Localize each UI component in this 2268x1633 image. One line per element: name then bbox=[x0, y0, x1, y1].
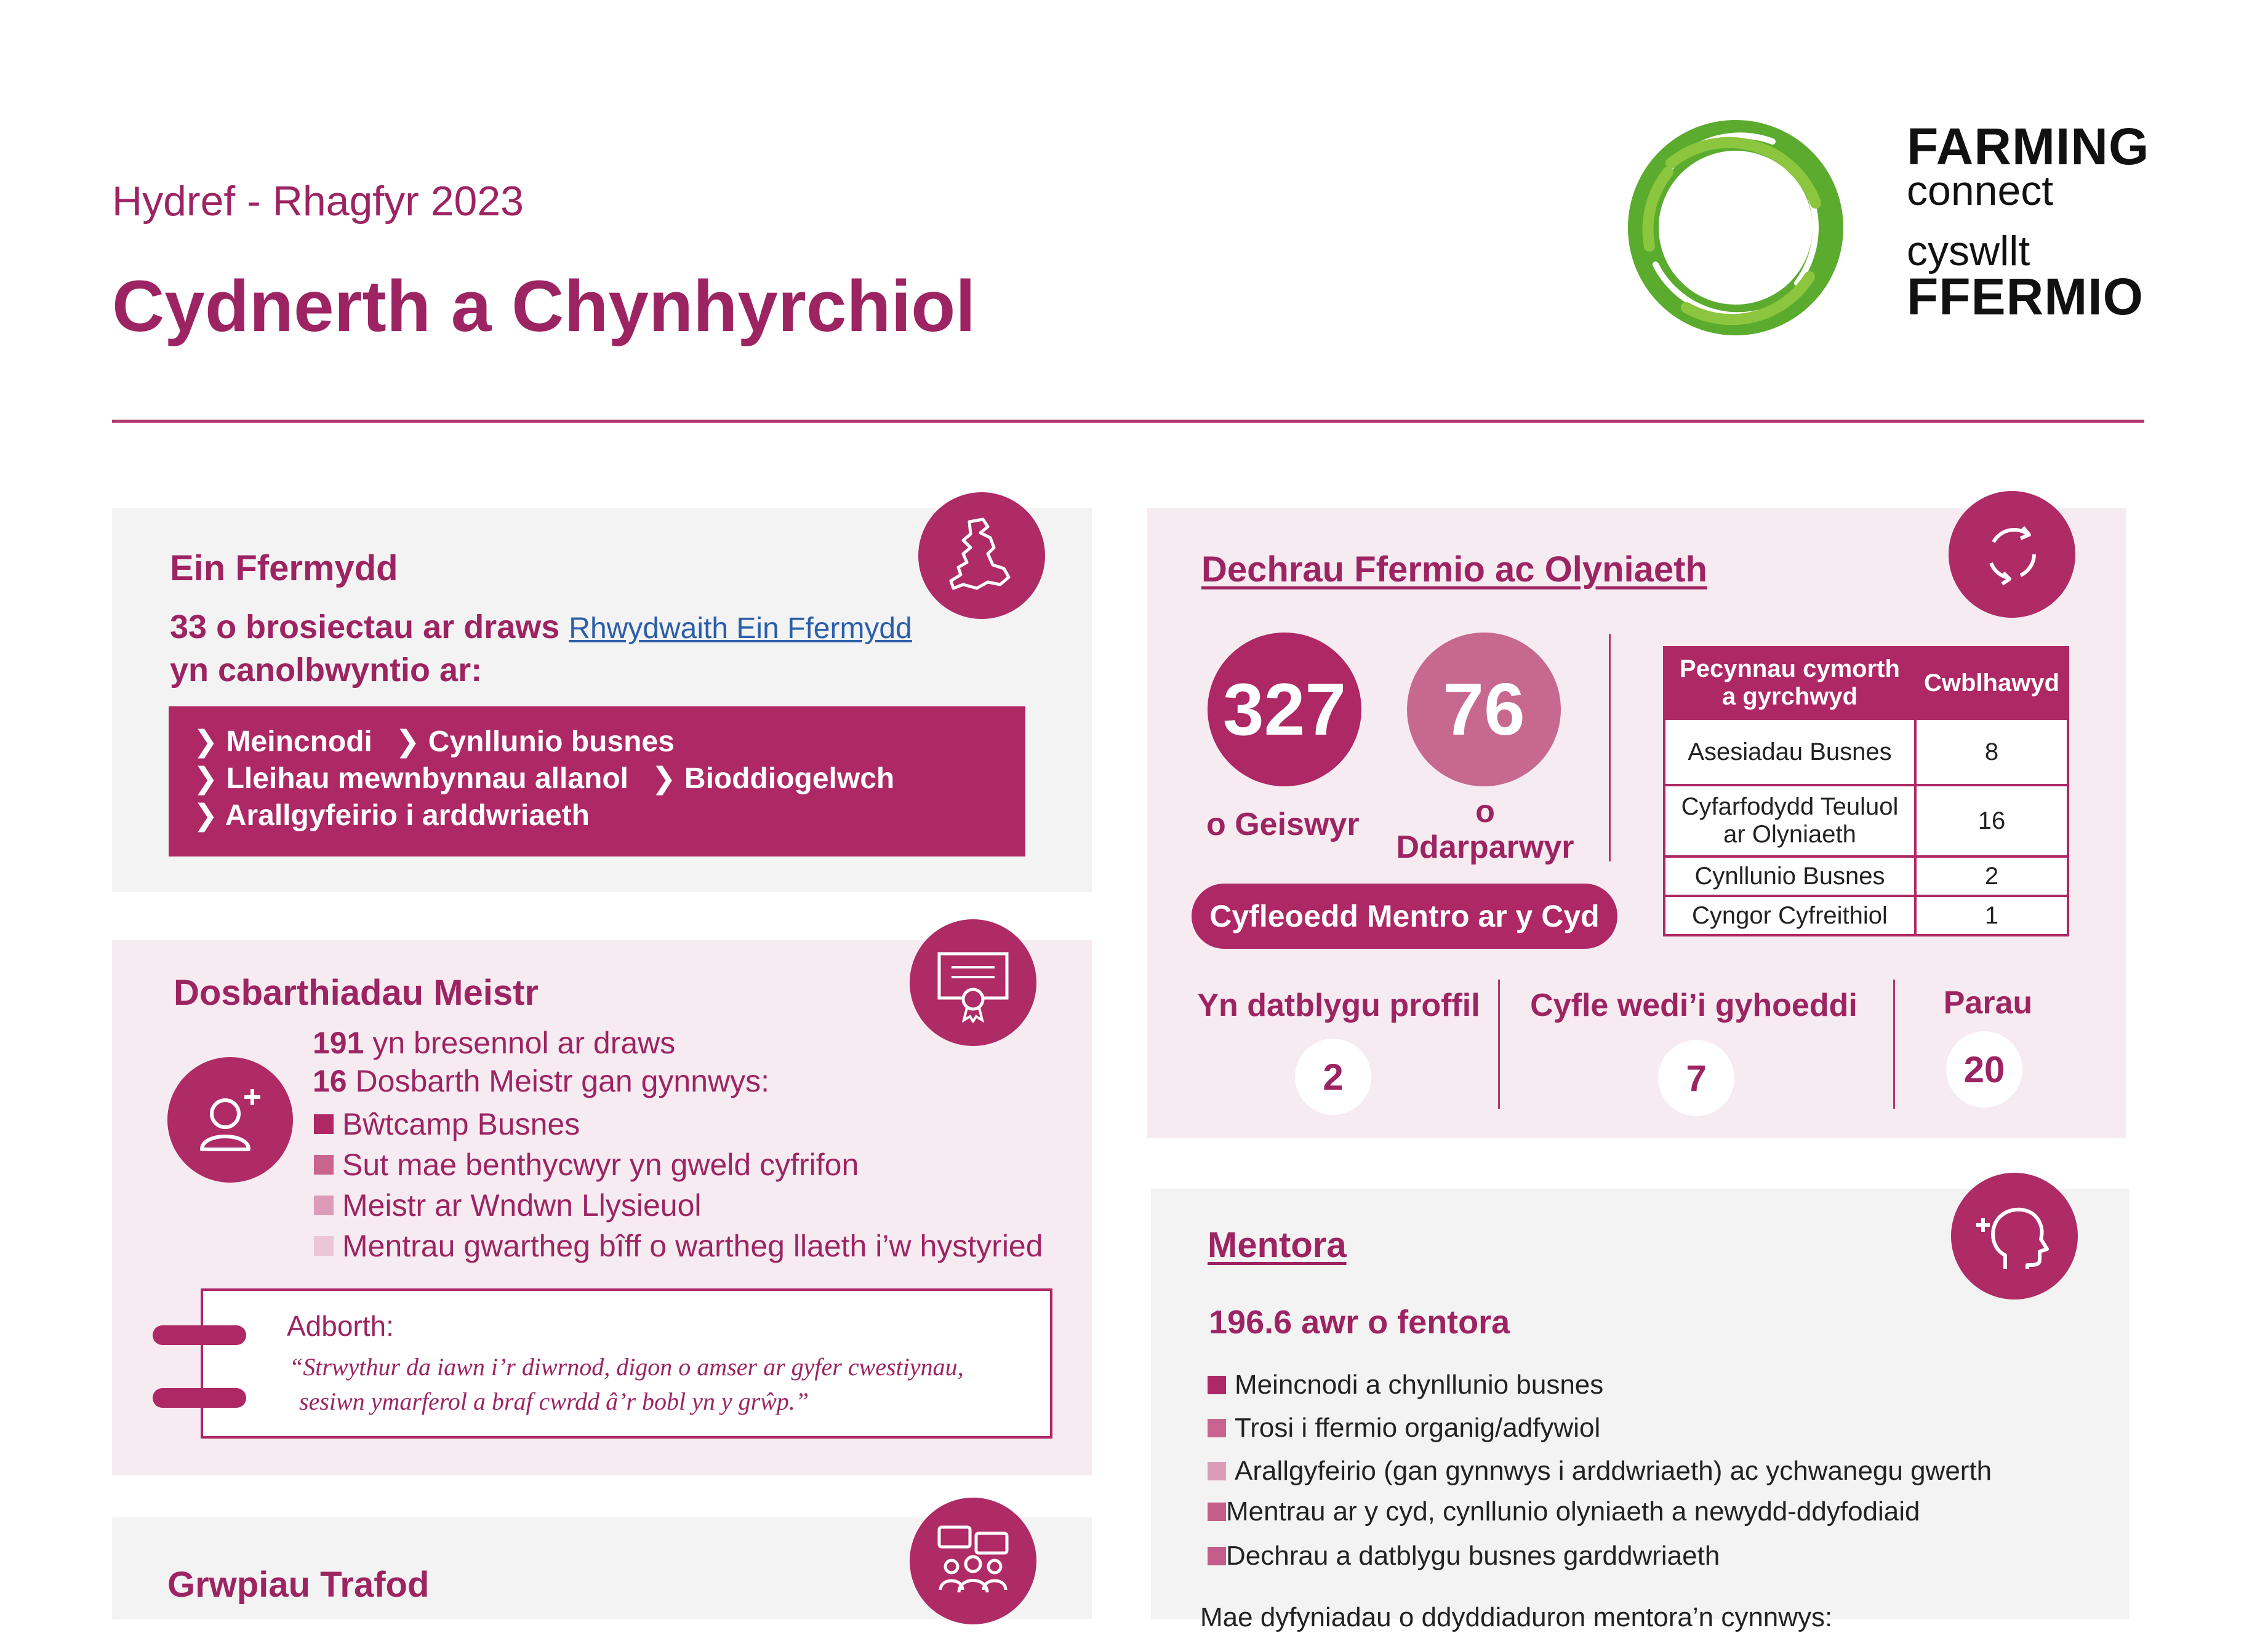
quote-bar-icon bbox=[153, 1388, 246, 1408]
topics-row-3 bbox=[193, 797, 1025, 834]
table-cell: 8 bbox=[1915, 719, 2068, 785]
bullet-square-icon bbox=[1208, 1419, 1226, 1437]
masterclass-item-label: Sut mae benthycwyr yn gweld cyfrifon bbox=[342, 1148, 859, 1182]
stat-value-developing-profile: 2 bbox=[1295, 1039, 1371, 1115]
chevron-right-icon: ❯ bbox=[193, 725, 226, 758]
logo-wordmark bbox=[1907, 118, 2150, 325]
table-cell: 2 bbox=[1915, 856, 2068, 896]
masterclass-item-label: Mentrau gwartheg bîff o wartheg llaeth i’w hystyried bbox=[342, 1229, 1043, 1263]
feedback-label: Adborth: bbox=[287, 1310, 394, 1342]
chevron-right-icon: ❯ bbox=[193, 799, 225, 832]
providers-count-badge: 76 bbox=[1407, 633, 1561, 786]
bullet-square-icon bbox=[1208, 1503, 1226, 1521]
topic-item: Meincnodi bbox=[226, 725, 372, 758]
table-row bbox=[1664, 896, 2068, 935]
divider bbox=[1498, 980, 1500, 1109]
masterclass-item bbox=[314, 1228, 1043, 1264]
applicants-label: o Geiswyr bbox=[1206, 807, 1360, 842]
stat-value-opportunity-published: 7 bbox=[1658, 1040, 1734, 1116]
attendance-text: yn bresennol ar draws bbox=[372, 1026, 676, 1060]
bullet-square-icon bbox=[314, 1236, 334, 1256]
support-packages-table bbox=[1663, 646, 2069, 936]
attendance-line bbox=[313, 1025, 675, 1061]
table-header-row bbox=[1664, 647, 2068, 719]
mentoring-item bbox=[1208, 1370, 1603, 1400]
mentoring-diary-intro: Mae dyfyniadau o ddyddiaduron mentora’n cynnwys: bbox=[1200, 1602, 1833, 1632]
farming-connect-logo-icon bbox=[1613, 105, 1859, 351]
applicants-count-badge: 327 bbox=[1208, 633, 1361, 786]
mentoring-item bbox=[1208, 1413, 1600, 1443]
certificate-icon bbox=[910, 919, 1036, 1046]
chevron-right-icon: ❯ bbox=[193, 762, 226, 795]
bullet-square-icon bbox=[314, 1155, 334, 1175]
table-cell: 16 bbox=[1915, 785, 2068, 856]
head-mentor-icon bbox=[1951, 1173, 2078, 1300]
table-cell: 1 bbox=[1915, 896, 2068, 935]
table-cell: Asesiadau Busnes bbox=[1664, 719, 1915, 785]
mentoring-item bbox=[1208, 1496, 1920, 1527]
report-period: Hydref - Rhagfyr 2023 bbox=[112, 178, 524, 225]
logo-line-1: FARMING bbox=[1907, 118, 2150, 175]
header-divider bbox=[112, 420, 2144, 423]
table-row bbox=[1664, 719, 2068, 785]
feedback-quote-line-1: “Strwythur da iawn i’r diwrnod, digon o amser ar gyfer cwestiynau, bbox=[289, 1353, 964, 1381]
projects-count-text: 33 o brosiectau ar draws bbox=[170, 609, 560, 645]
table-cell: Cyngor Cyfreithiol bbox=[1664, 896, 1915, 935]
topic-item: Bioddiogelwch bbox=[684, 762, 895, 795]
table-header-completed: Cwblhawyd bbox=[1915, 647, 2068, 719]
bullet-square-icon bbox=[1208, 1462, 1226, 1480]
topic-item: Lleihau mewnbynnau allanol bbox=[226, 762, 628, 795]
mentoring-item bbox=[1208, 1456, 1992, 1487]
table-cell: Cynllunio Busnes bbox=[1664, 856, 1915, 896]
stat-label-developing-profile: Yn datblygu proffil bbox=[1197, 988, 1480, 1023]
focus-line: yn canolbwyntio ar: bbox=[170, 652, 483, 689]
starting-farming-heading[interactable]: Dechrau Ffermio ac Olyniaeth bbox=[1201, 549, 1707, 589]
classes-line bbox=[313, 1063, 769, 1099]
masterclass-item bbox=[314, 1106, 580, 1142]
mentoring-item-label: Mentrau ar y cyd, cynllunio olyniaeth a newydd-ddyfodiaid bbox=[1226, 1496, 1920, 1527]
table-header-packages: Pecynnau cymorth a gyrchwyd bbox=[1664, 647, 1915, 719]
bullet-square-icon bbox=[1208, 1376, 1226, 1394]
projects-line bbox=[170, 608, 912, 646]
masterclass-item-label: Bŵtcamp Busnes bbox=[342, 1107, 580, 1141]
topic-item: Arallgyfeirio i arddwriaeth bbox=[225, 799, 590, 832]
page-title: Cydnerth a Chynhyrchiol bbox=[112, 266, 976, 347]
quote-bar-icon bbox=[153, 1325, 246, 1345]
providers-label-line-1: o bbox=[1475, 794, 1495, 829]
joint-venture-button[interactable]: Cyfleoedd Mentro ar y Cyd bbox=[1192, 884, 1617, 949]
classes-text: Dosbarth Meistr gan gynnwys: bbox=[355, 1064, 770, 1098]
providers-label bbox=[1379, 794, 1592, 865]
bullet-square-icon bbox=[314, 1114, 334, 1134]
refresh-cycle-icon bbox=[1949, 491, 2075, 618]
logo-line-4: FFERMIO bbox=[1907, 268, 2144, 325]
attendance-count: 191 bbox=[313, 1026, 364, 1060]
table-row bbox=[1664, 856, 2068, 896]
our-farms-network-link[interactable]: Rhwydwaith Ein Ffermydd bbox=[569, 612, 912, 645]
add-user-icon bbox=[167, 1057, 293, 1183]
masterclass-item-label: Meistr ar Wndwn Llysieuol bbox=[342, 1188, 702, 1223]
mentoring-hours: 196.6 awr o fentora bbox=[1209, 1304, 1510, 1341]
chevron-right-icon: ❯ bbox=[651, 762, 684, 795]
stat-value-pairs: 20 bbox=[1946, 1031, 2022, 1108]
providers-label-line-2: Ddarparwyr bbox=[1396, 829, 1574, 865]
mentoring-heading[interactable]: Mentora bbox=[1208, 1225, 1347, 1265]
mentoring-item-label: Meincnodi a chynllunio busnes bbox=[1235, 1370, 1604, 1400]
mentoring-item-label: Trosi i ffermio organig/adfywiol bbox=[1235, 1413, 1601, 1443]
mentoring-item-label: Arallgyfeirio (gan gynnwys i arddwriaeth) ac ychwanegu gwerth bbox=[1235, 1456, 1992, 1486]
masterclass-item bbox=[314, 1147, 859, 1183]
discussion-groups-heading: Grwpiau Trafod bbox=[167, 1565, 430, 1605]
logo-line-2: connect bbox=[1907, 167, 2054, 214]
ein-ffermydd-heading: Ein Ffermydd bbox=[170, 548, 398, 588]
stat-label-opportunity-published: Cyfle wedi’i gyhoeddi bbox=[1530, 988, 1857, 1023]
chevron-right-icon: ❯ bbox=[395, 725, 428, 758]
bullet-square-icon bbox=[314, 1196, 334, 1215]
mentoring-item bbox=[1208, 1541, 1720, 1571]
masterclass-item bbox=[314, 1188, 702, 1223]
topics-row-2 bbox=[193, 761, 1025, 797]
mentoring-item-label: Dechrau a datblygu busnes garddwriaeth bbox=[1226, 1541, 1720, 1571]
classes-count: 16 bbox=[313, 1064, 347, 1098]
divider bbox=[1893, 980, 1895, 1109]
discussion-group-icon bbox=[910, 1498, 1036, 1624]
topic-item: Cynllunio busnes bbox=[428, 725, 675, 758]
divider bbox=[1609, 634, 1611, 861]
masterclass-heading: Dosbarthiadau Meistr bbox=[174, 973, 539, 1013]
feedback-quote-line-2: sesiwn ymarferol a braf cwrdd â’r bobl yn y grŵp.” bbox=[299, 1387, 809, 1415]
table-cell: Cyfarfodydd Teuluol ar Olyniaeth bbox=[1664, 785, 1915, 856]
stat-label-pairs: Parau bbox=[1943, 985, 2033, 1021]
topics-box bbox=[169, 706, 1025, 856]
logo-line-3: cyswllt bbox=[1907, 228, 2030, 274]
bullet-square-icon bbox=[1208, 1547, 1226, 1565]
table-row bbox=[1664, 785, 2068, 856]
topics-row-1 bbox=[193, 724, 1025, 761]
wales-map-icon bbox=[918, 492, 1045, 619]
